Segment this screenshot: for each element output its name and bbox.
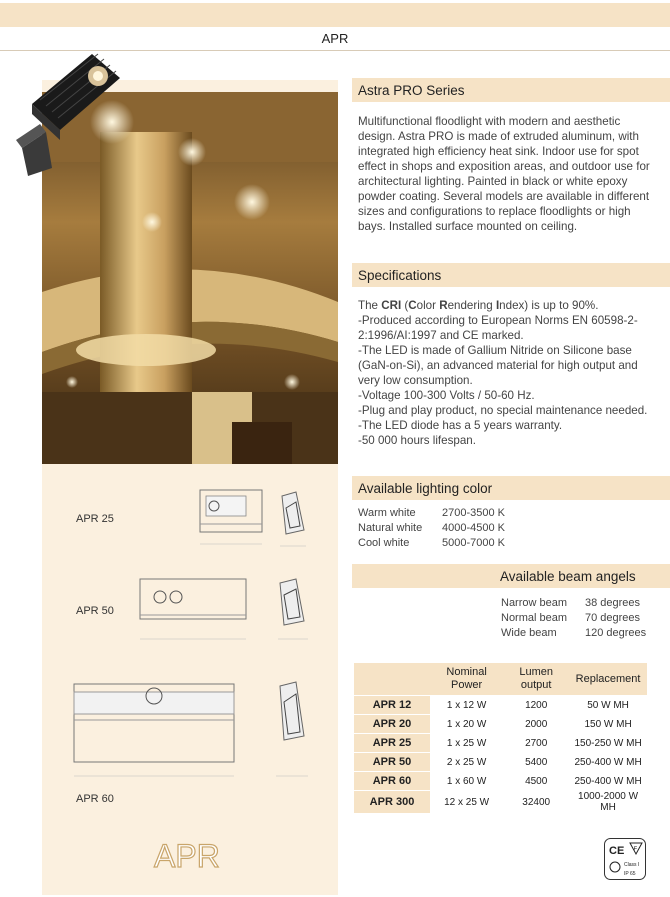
spec-item: -50 000 hours lifespan. — [358, 434, 476, 447]
spec-item: -Produced according to European Norms EN 60598-2-2:1996/AI:1997 and CE marked. — [358, 314, 638, 342]
table-header — [354, 663, 430, 696]
spec-item: -The LED diode has a 5 years warranty. — [358, 419, 563, 432]
beam-angles-list — [501, 596, 646, 641]
list-item: Narrow beam 38 degrees — [501, 597, 641, 609]
svg-text:IP 65: IP 65 — [624, 871, 636, 877]
svg-text:APR: APR — [154, 838, 220, 872]
series-title: Astra PRO Series — [358, 83, 465, 98]
top-band — [0, 3, 670, 27]
lighting-color-title: Available lighting color — [358, 481, 493, 496]
table-row: APR 20 1 x 20 W 2000 150 W MH — [354, 715, 647, 734]
series-description: Multifunctional floodlight with modern and aesthetic design. Astra PRO is made of extruded aluminum, with integrated high efficiency heat sink. Indoor use for spot effect in shops and exposition areas, and outdoor use for architectural lighting. Painted in black or white epoxy powder coating. Several models are available in different sizes and configurations to replace floodlights or high bays. Installed surface mounted on ceiling. — [358, 115, 650, 233]
table-row: APR 50 2 x 25 W 5400 250-400 W MH — [354, 753, 647, 772]
list-item: Warm white 2700-3500 K — [358, 507, 505, 519]
spec-item: -Plug and play product, no special maintenance needed. — [358, 404, 648, 417]
list-item: Natural white 4000-4500 K — [358, 522, 505, 534]
specifications-list — [358, 298, 660, 448]
table-header: Nominal Power — [430, 663, 503, 696]
list-item: Normal beam 70 degrees — [501, 612, 641, 624]
page-title: APR — [321, 31, 349, 46]
apr50-drawing-icon — [124, 575, 324, 645]
floodlight-fixture-icon — [12, 44, 122, 176]
list-item: Cool white 5000-7000 K — [358, 537, 505, 549]
svg-text:CE: CE — [609, 845, 625, 857]
lighting-color-list — [358, 506, 505, 551]
table-header-row — [354, 663, 647, 696]
ce-certification-icon — [604, 838, 646, 880]
model-label-apr50: APR 50 — [76, 605, 114, 617]
table-row: APR 60 1 x 60 W 4500 250-400 W MH — [354, 772, 647, 791]
product-table — [354, 663, 647, 813]
svg-text:Class I: Class I — [624, 862, 640, 868]
beam-angles-title: Available beam angels — [500, 569, 636, 584]
model-label-apr60: APR 60 — [76, 793, 114, 805]
spec-item: -The LED is made of Gallium Nitride on Silicone base (GaN-on-Si), an advanced material for high output and very low consumption. — [358, 344, 638, 387]
apr-logo — [152, 838, 228, 872]
table-header: Lumen output — [503, 663, 569, 696]
svg-text:F: F — [633, 847, 638, 853]
list-item: Wide beam 120 degrees — [501, 627, 647, 639]
table-header: Replacement — [569, 663, 647, 696]
apr25-drawing-icon — [186, 486, 316, 552]
spec-item: -Voltage 100-300 Volts / 50-60 Hz. — [358, 389, 535, 402]
table-row: APR 12 1 x 12 W 1200 50 W MH — [354, 696, 647, 715]
specifications-title: Specifications — [358, 268, 442, 283]
table-row: APR 25 1 x 25 W 2700 150-250 W MH — [354, 734, 647, 753]
model-label-apr25: APR 25 — [76, 513, 114, 525]
apr60-drawing-icon — [62, 674, 322, 784]
cri-line: The CRI (Color Rendering Index) is up to 90%. — [358, 299, 599, 312]
table-row: APR 300 12 x 25 W 32400 1000-2000 W MH — [354, 791, 647, 814]
